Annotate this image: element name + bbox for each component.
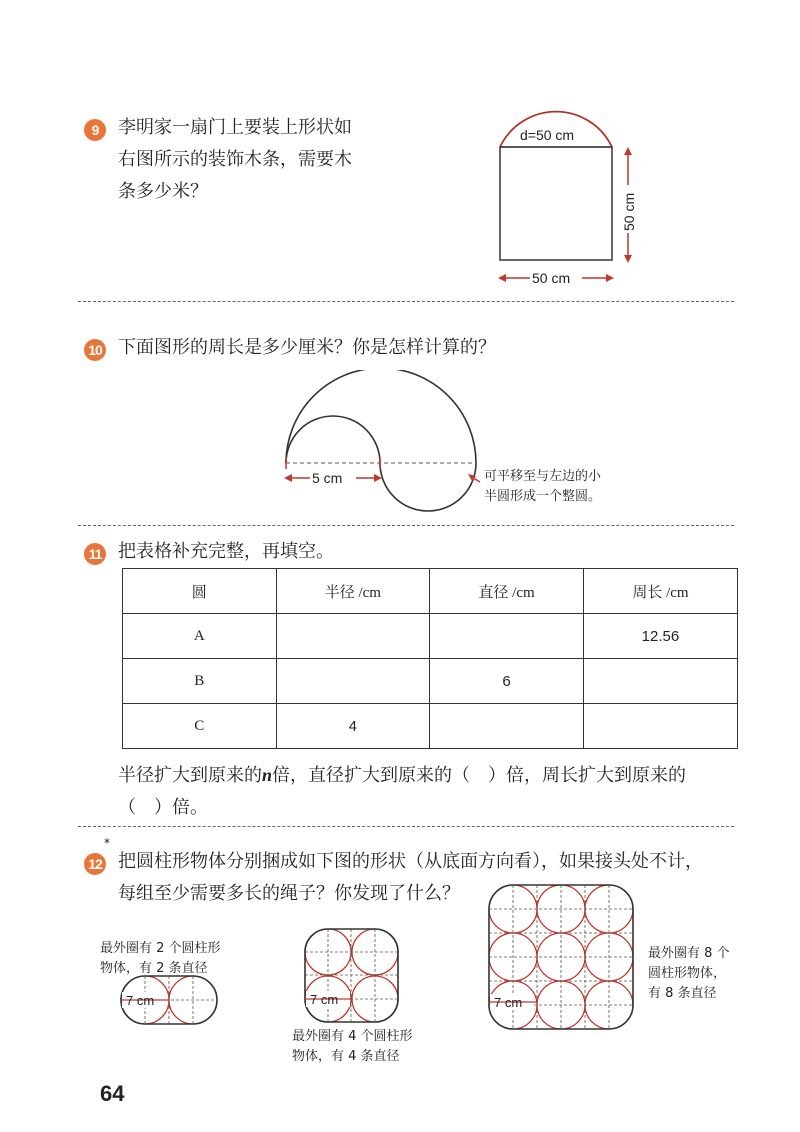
question-10-number: 10 [84, 339, 106, 361]
question-12-line-2: 每组至少需要多长的绳子？你发现了什么？ [118, 883, 460, 904]
perimeter-figure [270, 370, 500, 530]
large-semicircle [286, 370, 476, 463]
small-upper-semicircle [286, 416, 380, 463]
note-line-2: 半圆形成一个整圆。 [484, 489, 602, 504]
table-cell: 4 [276, 704, 430, 749]
table-cell[interactable] [583, 704, 737, 749]
door-diameter-label: d=50 cm [520, 127, 575, 143]
fig2-note [292, 1027, 413, 1067]
fig3-label: 7 cm [494, 995, 523, 1010]
question-11-text: 把表格补充完整，再填空。 [118, 541, 334, 562]
fig2-diagram [298, 926, 408, 1030]
fig1-diagram [112, 972, 232, 1032]
door-rectangle [500, 147, 612, 260]
separator-3 [78, 826, 734, 827]
table-cell[interactable] [583, 659, 737, 704]
fig3-note-line-1: 最外圈有 8 个 [648, 946, 730, 961]
question-11-number: 11 [84, 543, 106, 565]
table-cell: 6 [430, 659, 584, 704]
question-12-line-1: 把圆柱形物体分别捆成如下图的形状（从底面方向看），如果接头处不计， [118, 851, 703, 872]
fig3-note [648, 944, 730, 1004]
fig1-label: 7 cm [126, 993, 155, 1008]
fig1-note-line-2: 物体，有 2 条直径 [100, 961, 208, 976]
table-row [123, 704, 738, 749]
fig3-note-line-3: 有 8 条直径 [648, 986, 717, 1001]
door-figure [480, 85, 660, 300]
star-mark: * [104, 836, 110, 850]
door-height-label: 50 cm [621, 192, 637, 231]
table-header-row [123, 569, 738, 614]
question-9-line-3: 条多少米？ [118, 181, 208, 202]
question-9-line-2: 右图所示的装饰木条，需要木 [118, 149, 352, 170]
question-10-text: 下面图形的周长是多少厘米？你是怎样计算的？ [118, 337, 496, 358]
fill-line-2: （ ）倍。 [118, 797, 208, 818]
fig3-diagram [484, 880, 644, 1032]
fig2-note-line-1: 最外圈有 4 个圆柱形 [292, 1029, 413, 1044]
table-row [123, 659, 738, 704]
fill-line-1-pre: 半径扩大到原来的 [118, 765, 262, 786]
fig2-label: 7 cm [310, 992, 339, 1007]
fig2-note-line-2: 物体，有 4 条直径 [292, 1049, 400, 1064]
door-width-label: 50 cm [532, 270, 571, 286]
table-cell[interactable] [430, 704, 584, 749]
table-cell[interactable] [276, 659, 430, 704]
table-cell: A [123, 614, 277, 659]
fig1-note-line-1: 最外圈有 2 个圆柱形 [100, 941, 221, 956]
fill-line-1-post: 倍，直径扩大到原来的（ ）倍，周长扩大到原来的 [272, 765, 687, 786]
question-12-number: 12 [84, 853, 106, 875]
separator-2 [78, 525, 734, 526]
table-header: 圆 [123, 569, 277, 614]
page-number: 64 [100, 1081, 125, 1106]
fig2-rope [305, 929, 398, 1022]
table-cell[interactable] [276, 614, 430, 659]
question-9-line-1: 李明家一扇门上要装上形状如 [118, 117, 352, 138]
fill-line-1 [118, 759, 686, 792]
table-row [123, 614, 738, 659]
table-cell: B [123, 659, 277, 704]
small-lower-semicircle [380, 463, 476, 511]
table-cell[interactable] [430, 614, 584, 659]
fig3-note-line-2: 圆柱形物体， [648, 966, 727, 981]
table-cell: C [123, 704, 277, 749]
table-cell: 12.56 [583, 614, 737, 659]
table-header: 周长 /cm [583, 569, 737, 614]
question-9-text [118, 112, 352, 208]
separator-1 [78, 301, 734, 302]
question-9-number: 9 [84, 119, 106, 141]
table-header: 半径 /cm [276, 569, 430, 614]
note-line-1: 可平移至与左边的小 [484, 469, 602, 484]
question-10-note [484, 467, 601, 507]
length-label: 5 cm [312, 470, 343, 486]
table-header: 直径 /cm [430, 569, 584, 614]
fill-blank-text [118, 759, 686, 824]
circle-table [122, 568, 738, 749]
fill-variable-n: n [262, 765, 273, 785]
